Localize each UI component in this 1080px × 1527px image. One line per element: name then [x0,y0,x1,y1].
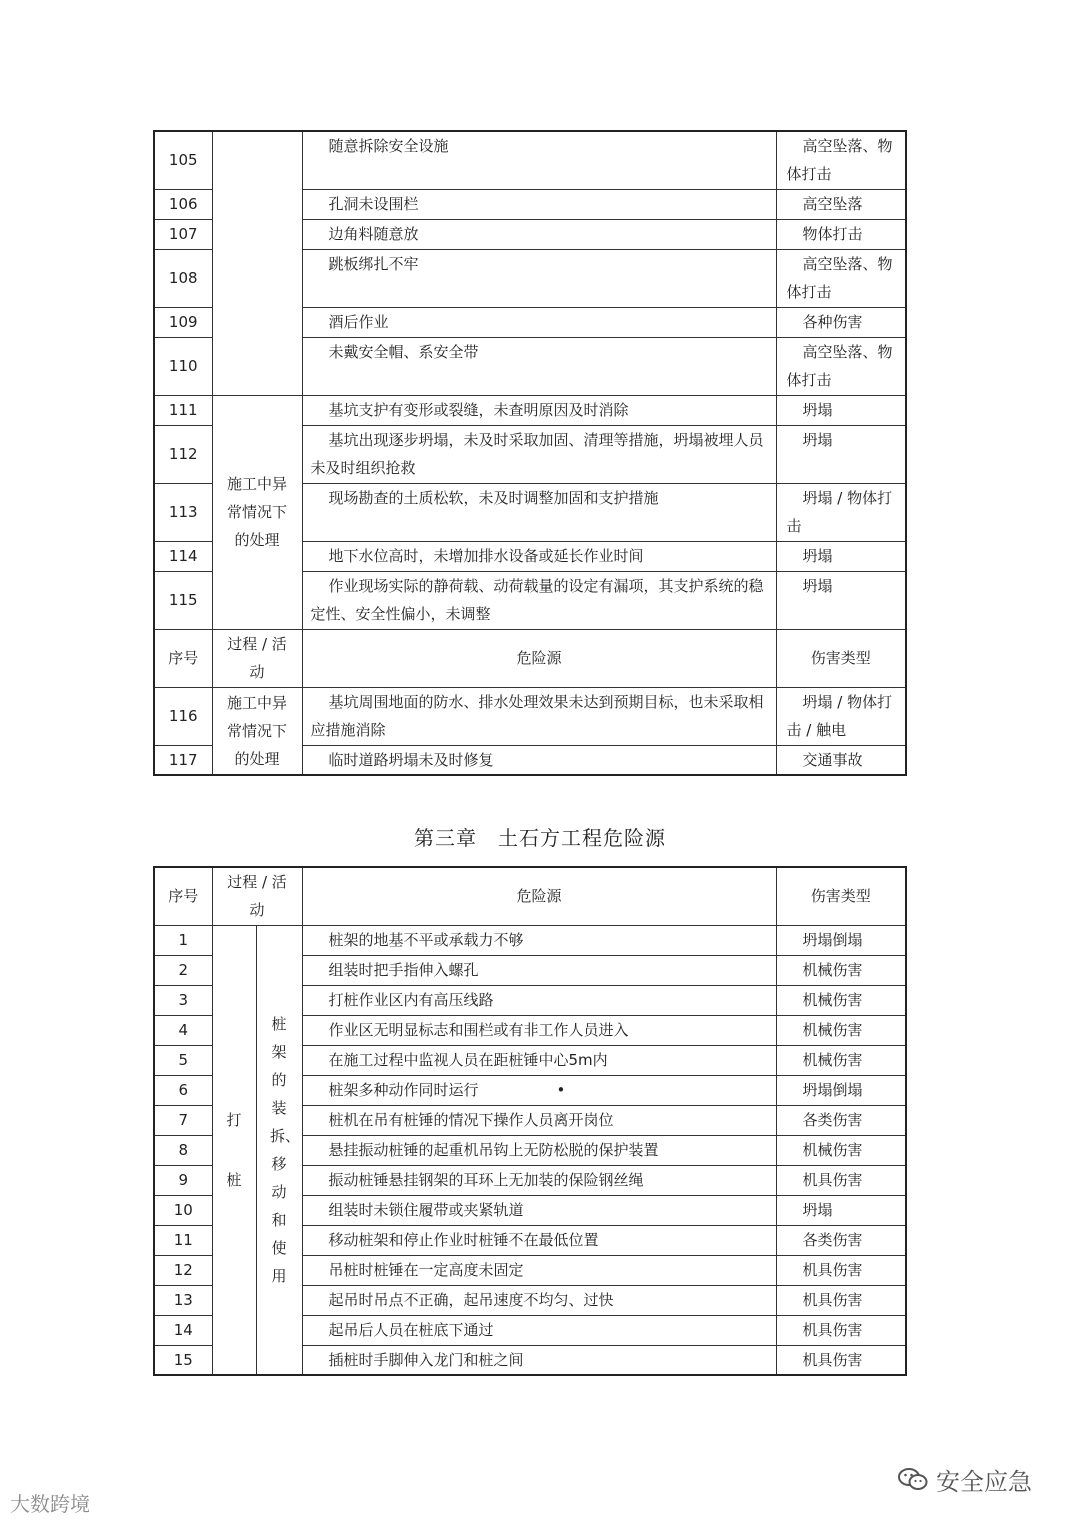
header-harm: 伤害类型 [776,629,906,687]
row-number: 111 [154,395,212,425]
header-source: 危险源 [302,629,776,687]
hazard-source: 作业区无明显标志和围栏或有非工作人员进入 [302,1015,776,1045]
header-harm: 伤害类型 [776,867,906,925]
hazard-source: 插桩时手脚伸入龙门和桩之间 [302,1345,776,1375]
harm-type: 高空坠落 [776,189,906,219]
row-number: 2 [154,955,212,985]
harm-type: 机械伤害 [776,955,906,985]
hazard-source: 吊桩时桩锤在一定高度未固定 [302,1255,776,1285]
harm-type: 高空坠落、物体打击 [776,337,906,395]
header-activity: 过程 / 活动 [212,629,302,687]
hazard-source: 现场勘查的土质松软，未及时调整加固和支护措施 [302,483,776,541]
activity-cell: 施工中异常情况下的处理 [212,395,302,629]
harm-type: 各类伤害 [776,1105,906,1135]
hazard-source: 移动桩架和停止作业时桩锤不在最低位置 [302,1225,776,1255]
harm-type: 坍塌 [776,425,906,483]
watermark-left [10,1488,90,1517]
row-number: 117 [154,745,212,775]
earthwork-hazard-table [153,866,907,1376]
activity-main-text: 打桩 [226,1110,242,1189]
chapter-title: 第三章 土石方工程危险源 [414,826,666,850]
hazard-source: 作业现场实际的静荷载、动荷载量的设定有漏项，其支护系统的稳定性、安全性偏小，未调整 [302,571,776,629]
table-header-row [154,629,906,687]
harm-type: 机具伤害 [776,1165,906,1195]
hazard-table-continued [153,130,907,776]
harm-type: 各类伤害 [776,1225,906,1255]
row-number: 110 [154,337,212,395]
harm-type: 机械伤害 [776,985,906,1015]
row-number: 109 [154,307,212,337]
row-number: 10 [154,1195,212,1225]
row-number: 7 [154,1105,212,1135]
harm-type: 物体打击 [776,219,906,249]
row-number: 15 [154,1345,212,1375]
hazard-source: 桩架的地基不平或承载力不够 [302,925,776,955]
hazard-source: 在施工过程中监视人员在距桩锤中心5m内 [302,1045,776,1075]
hazard-source: 酒后作业 [302,307,776,337]
hazard-source: 悬挂振动桩锤的起重机吊钩上无防松脱的保护装置 [302,1135,776,1165]
hazard-source-text: 桩架多种动作同时运行 [328,1081,479,1099]
hazard-source: 随意拆除安全设施 [302,131,776,189]
row-number: 115 [154,571,212,629]
hazard-source: 基坑周围地面的防水、排水处理效果未达到预期目标，也未采取相应措施消除 [302,687,776,745]
harm-type: 机械伤害 [776,1015,906,1045]
row-number: 105 [154,131,212,189]
row-number: 13 [154,1285,212,1315]
harm-type: 坍塌 [776,1195,906,1225]
harm-type: 坍塌 / 物体打击 / 触电 [776,687,906,745]
header-no: 序号 [154,867,212,925]
harm-type: 机具伤害 [776,1285,906,1315]
harm-type: 交通事故 [776,745,906,775]
row-number: 3 [154,985,212,1015]
stray-mark: • [556,1081,566,1099]
header-activity: 过程 / 活动 [212,867,302,925]
header-no: 序号 [154,629,212,687]
row-number: 5 [154,1045,212,1075]
harm-type: 机具伤害 [776,1255,906,1285]
harm-type: 高空坠落、物体打击 [776,131,906,189]
activity-sub-text: 桩架的装拆、移动和使用 [270,1014,301,1285]
row-number: 9 [154,1165,212,1195]
harm-type: 坍塌倒塌 [776,1075,906,1105]
activity-sub [256,925,302,1375]
harm-type: 坍塌倒塌 [776,925,906,955]
row-number: 108 [154,249,212,307]
harm-type: 机具伤害 [776,1345,906,1375]
row-number: 8 [154,1135,212,1165]
row-number: 4 [154,1015,212,1045]
row-number: 114 [154,541,212,571]
hazard-source: 未戴安全帽、系安全带 [302,337,776,395]
hazard-source: 振动桩锤悬挂钢架的耳环上无加装的保险钢丝绳 [302,1165,776,1195]
row-number: 107 [154,219,212,249]
row-number: 113 [154,483,212,541]
table-row [154,687,906,745]
hazard-source: 打桩作业区内有高压线路 [302,985,776,1015]
watermark-right [898,1462,1032,1497]
hazard-source: 跳板绑扎不牢 [302,249,776,307]
header-source: 危险源 [302,867,776,925]
hazard-source: 边角料随意放 [302,219,776,249]
hazard-source: 组装时未锁住履带或夹紧轨道 [302,1195,776,1225]
wechat-icon [898,1467,928,1493]
activity-cell: 施工中异常情况下的处理 [212,687,302,775]
hazard-source: 基坑支护有变形或裂缝，未查明原因及时消除 [302,395,776,425]
harm-type: 高空坠落、物体打击 [776,249,906,307]
harm-type: 机械伤害 [776,1135,906,1165]
hazard-source: 基坑出现逐步坍塌，未及时采取加固、清理等措施，坍塌被埋人员未及时组织抢救 [302,425,776,483]
table-row [154,925,906,955]
hazard-source [302,1075,776,1105]
harm-type: 机械伤害 [776,1045,906,1075]
harm-type: 坍塌 [776,395,906,425]
harm-type: 坍塌 / 物体打击 [776,483,906,541]
harm-type: 坍塌 [776,541,906,571]
activity-main [212,925,256,1375]
hazard-source: 起吊后人员在桩底下通过 [302,1315,776,1345]
row-number: 116 [154,687,212,745]
harm-type: 各种伤害 [776,307,906,337]
row-number: 112 [154,425,212,483]
hazard-source: 桩机在吊有桩锤的情况下操作人员离开岗位 [302,1105,776,1135]
row-number: 12 [154,1255,212,1285]
row-number: 1 [154,925,212,955]
hazard-source: 起吊时吊点不正确，起吊速度不均匀、过快 [302,1285,776,1315]
hazard-source: 临时道路坍塌未及时修复 [302,745,776,775]
row-number: 6 [154,1075,212,1105]
harm-type: 机具伤害 [776,1315,906,1345]
hazard-source: 组装时把手指伸入螺孔 [302,955,776,985]
watermark-right-text: 安全应急 [936,1468,1032,1496]
watermark-left-text: 大数跨境 [10,1492,90,1516]
row-number: 11 [154,1225,212,1255]
hazard-source: 孔洞未设围栏 [302,189,776,219]
table-row [154,131,906,189]
activity-cell-empty [212,131,302,395]
row-number: 14 [154,1315,212,1345]
hazard-source: 地下水位高时，未增加排水设备或延长作业时间 [302,541,776,571]
harm-type: 坍塌 [776,571,906,629]
row-number: 106 [154,189,212,219]
table-row [154,395,906,425]
table-header-row [154,867,906,925]
